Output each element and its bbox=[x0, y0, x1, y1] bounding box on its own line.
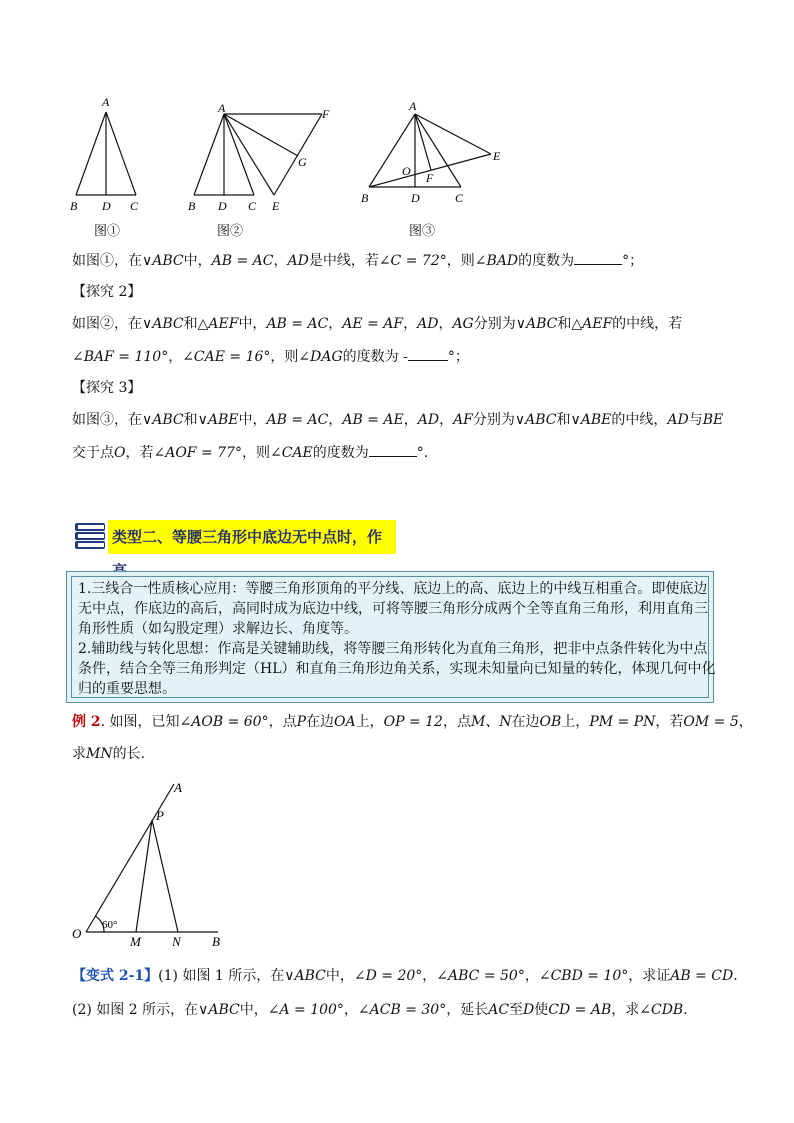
label-A: A bbox=[102, 95, 110, 109]
figure-1-caption: 图① bbox=[93, 224, 120, 239]
tip-line: 条件，结合全等三角形判定（HL）和直角三角形边角关系，实现未知量向已知量的转化，体现几何中化 bbox=[78, 661, 716, 677]
section-title: 类型二、等腰三角形中底边无中点时，作 bbox=[108, 520, 396, 554]
label-F: F bbox=[322, 107, 330, 121]
variant-label: 【变式 2-1】 bbox=[72, 968, 159, 984]
answer-blank[interactable] bbox=[574, 250, 622, 265]
question-1: 如图①，在∨ABC中，AB = AC，AD是中线，若∠C = 72°，则∠BAD的度数为 °； bbox=[72, 250, 643, 271]
label-B: B bbox=[361, 191, 369, 205]
variant-2-1-line-1: 【变式 2-1】(1) 如图 1 所示，在∨ABC中，∠D = 20°，∠ABC = 50°，∠CBD = 10°，求证AB = CD. bbox=[72, 968, 738, 984]
tip-line: 2.辅助线与转化思想：作高是关键辅助线，将等腰三角形转化为直角三角形，把非中点条件转化为中点 bbox=[78, 641, 708, 657]
figure-2-two-triangles bbox=[180, 100, 340, 220]
label-B: B bbox=[212, 934, 220, 949]
label-O: O bbox=[72, 926, 82, 941]
label-E: E bbox=[272, 199, 280, 213]
label-F: F bbox=[426, 171, 434, 185]
label-N: N bbox=[172, 934, 181, 949]
explore-2-line-2: ∠BAF = 110°，∠CAE = 16°，则∠DAG的度数为 - °； bbox=[72, 346, 469, 367]
tip-line: 无中点，作底边的高后，高同时成为底边中线，可将等腰三角形分成两个全等直角三角形，利用直角三 bbox=[78, 601, 708, 617]
label-C: C bbox=[455, 191, 464, 205]
answer-blank[interactable] bbox=[408, 346, 448, 361]
example-2-line-2: 求MN的长. bbox=[72, 746, 146, 762]
label-A: A bbox=[174, 780, 182, 795]
figure-3-intersecting-triangles bbox=[355, 96, 515, 220]
label-P: P bbox=[156, 808, 164, 823]
label-C: C bbox=[248, 199, 257, 213]
example-2-figure bbox=[66, 772, 246, 952]
label-A: A bbox=[218, 101, 226, 115]
label-A: A bbox=[409, 99, 417, 113]
method-tips-box bbox=[66, 571, 714, 703]
label-D: D bbox=[102, 199, 111, 213]
label-E: E bbox=[493, 149, 501, 163]
tip-line: 1.三线合一性质核心应用：等腰三角形顶角的平分线、底边上的高、底边上的中线互相重合。即使底边 bbox=[78, 581, 708, 597]
figure-3-caption: 图③ bbox=[408, 224, 435, 239]
tip-line: 角形性质（如勾股定理）求解边长、角度等。 bbox=[78, 621, 358, 637]
label-O: O bbox=[402, 164, 411, 178]
figure-2-caption: 图② bbox=[216, 224, 243, 239]
example-2-line-1: 例 2. 如图，已知∠AOB = 60°，点P在边OA上，OP = 12，点M、N在边OB上，PM = PN，若OM = 5， bbox=[72, 714, 753, 730]
label-B: B bbox=[70, 199, 78, 213]
explore-3-line-1: 如图③，在∨ABC和∨ABE中，AB = AC，AB = AE，AD，AF分别为∨ABC和∨ABE的中线，AD与BE bbox=[72, 412, 724, 428]
answer-blank[interactable] bbox=[369, 442, 417, 457]
label-C: C bbox=[130, 199, 139, 213]
explore-2-line-1: 如图②，在∨ABC和△AEF中，AB = AC，AE = AF，AD，AG分别为∨ABC和△AEF的中线，若 bbox=[72, 316, 683, 332]
label-B: B bbox=[188, 199, 196, 213]
label-M: M bbox=[130, 934, 141, 949]
explore-2-title: 【探究 2】 bbox=[72, 284, 142, 300]
variant-2-1-line-2: (2) 如图 2 所示，在∨ABC中，∠A = 100°，∠ACB = 30°，延长AC至D使CD = AB，求∠CDB. bbox=[72, 1002, 688, 1018]
label-D: D bbox=[218, 199, 227, 213]
explore-3-line-2: 交于点O，若∠AOF = 77°，则∠CAE的度数为 °. bbox=[72, 442, 428, 463]
label-D: D bbox=[411, 191, 420, 205]
stacked-books-icon bbox=[72, 518, 110, 554]
label-G: G bbox=[298, 155, 307, 169]
figure-1-isosceles-triangle bbox=[60, 92, 150, 222]
tip-line: 归的重要思想。 bbox=[78, 681, 176, 697]
explore-3-title: 【探究 3】 bbox=[72, 380, 142, 396]
example-label: 例 2 bbox=[72, 714, 101, 730]
angle-label: 60° bbox=[102, 919, 118, 931]
